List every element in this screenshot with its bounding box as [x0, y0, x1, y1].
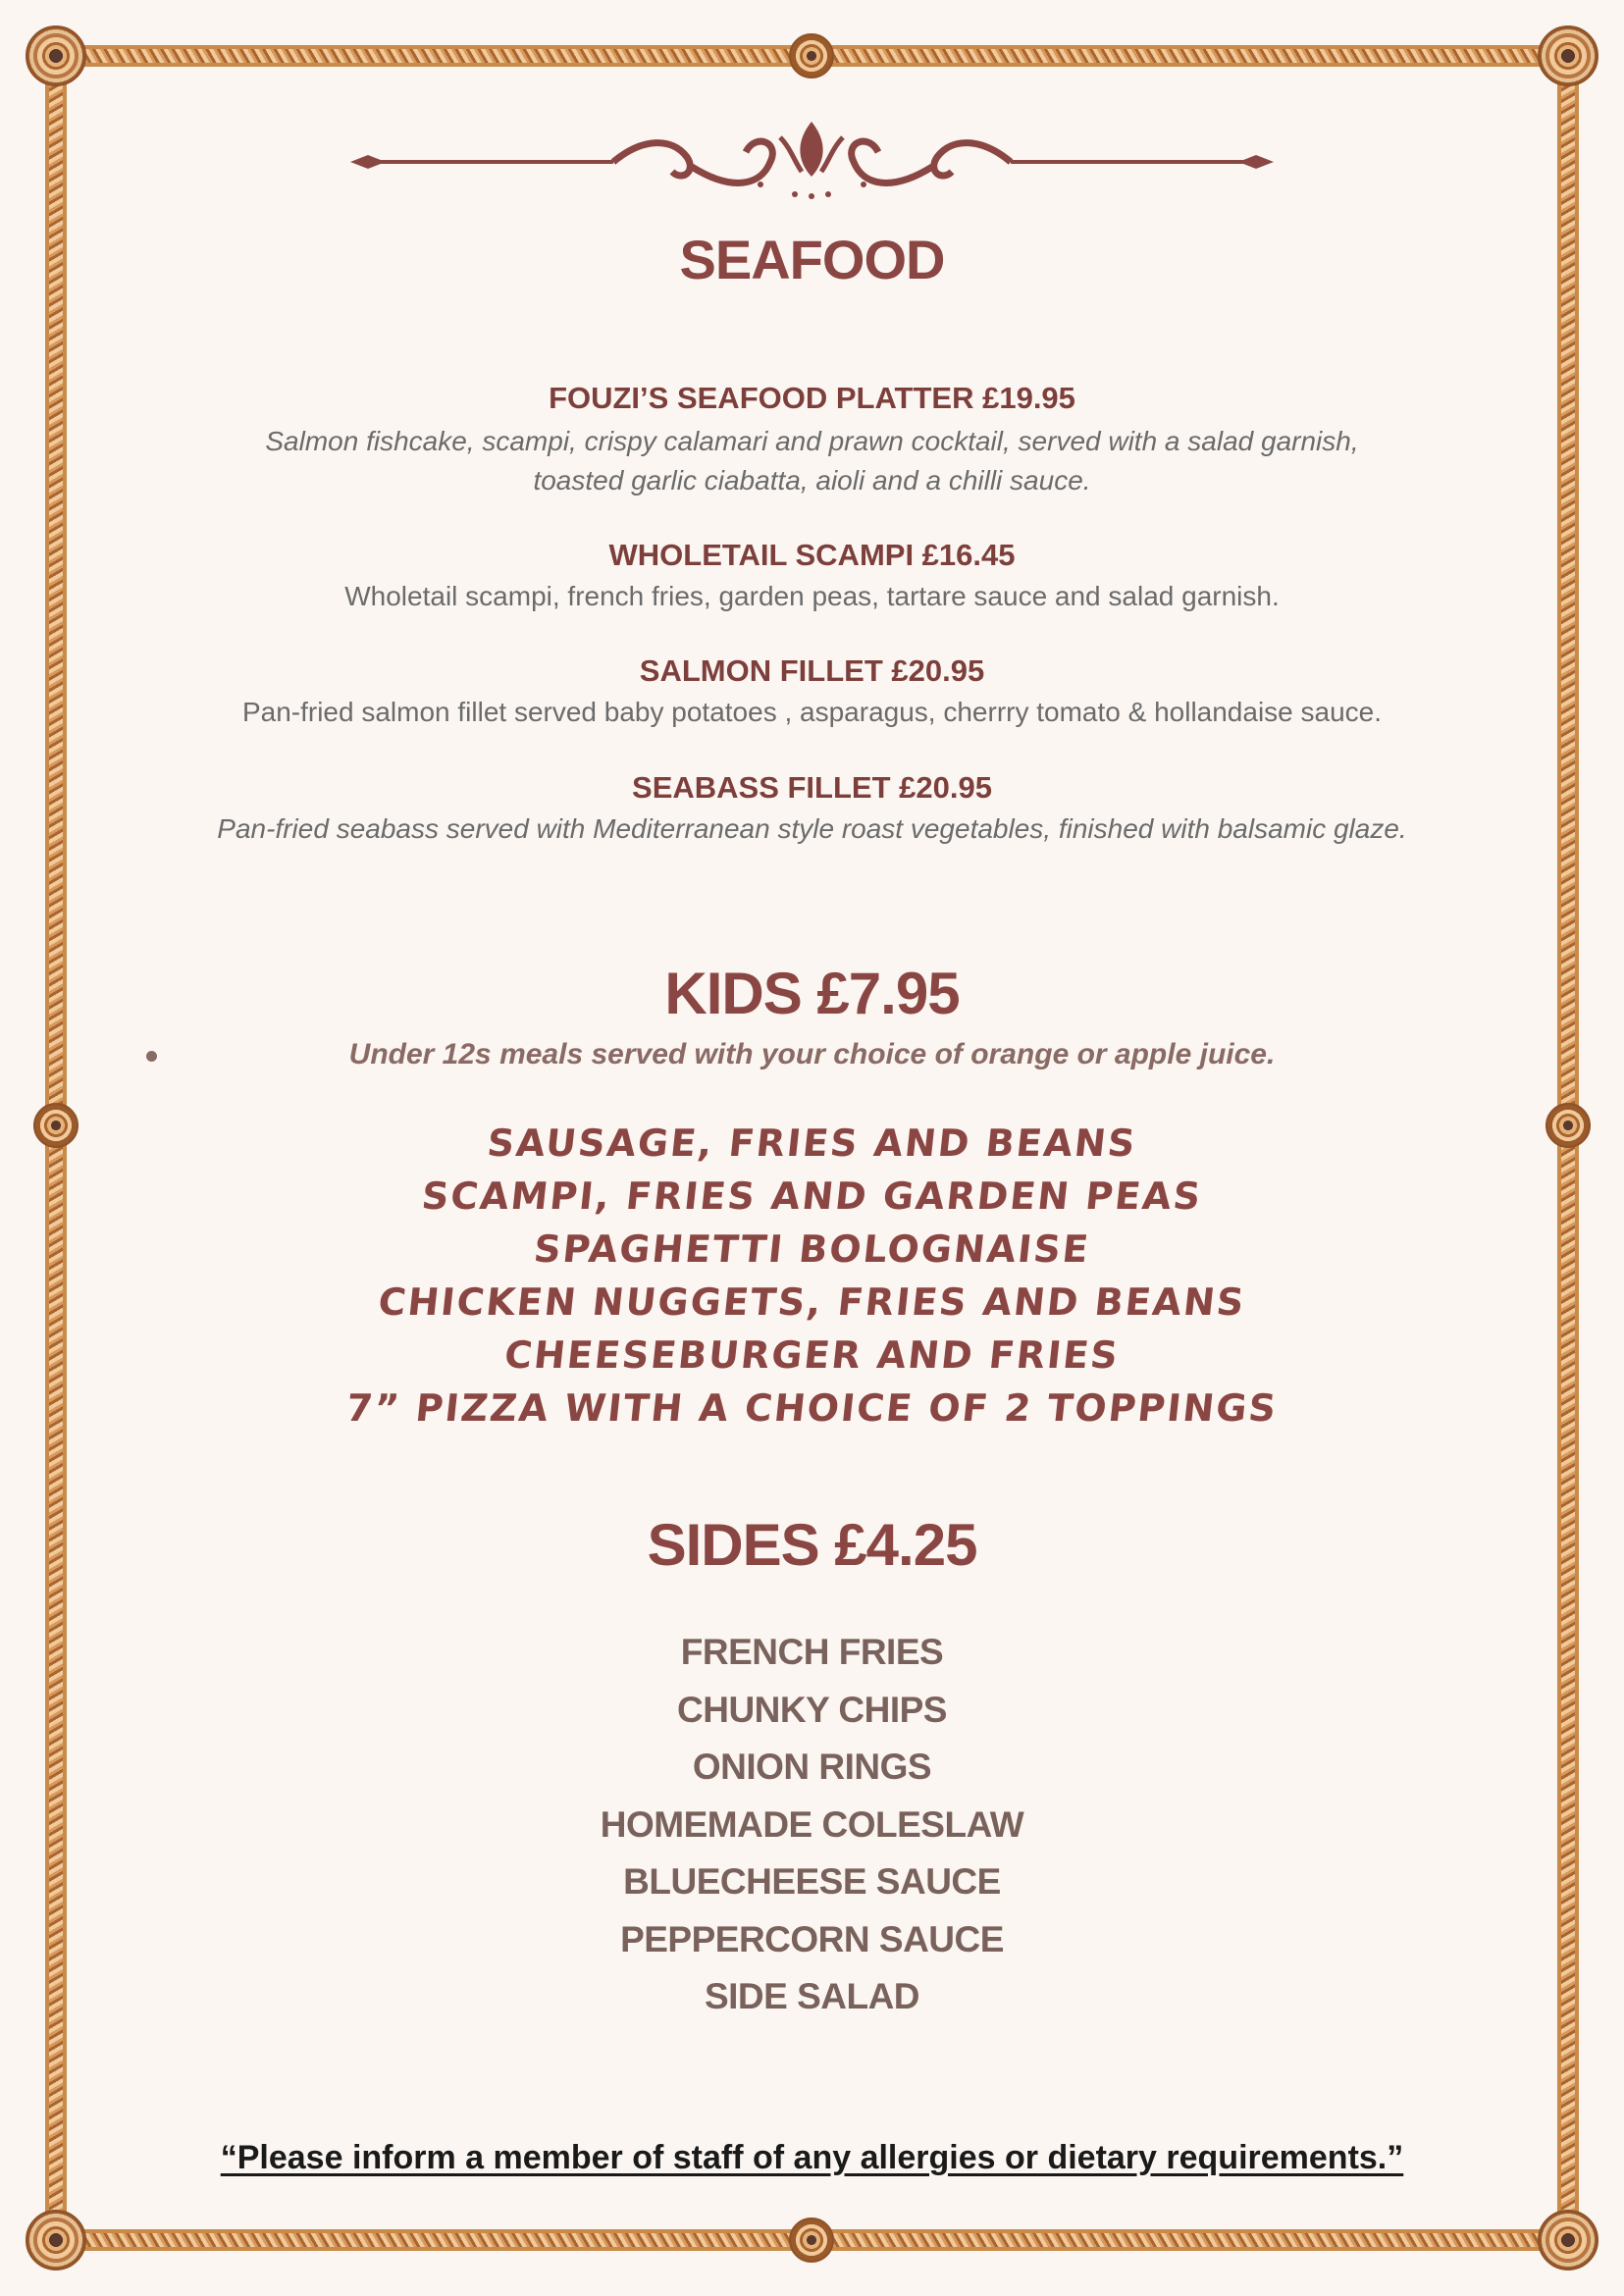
- edge-medallion-icon: [789, 2218, 834, 2263]
- edge-medallion-icon: [789, 33, 834, 78]
- list-item: PEPPERCORN SAUCE: [620, 1918, 1004, 1959]
- dish-name-seafood-platter: FOUZI’S SEAFOOD PLATTER £19.95: [549, 381, 1075, 415]
- list-item: ONION RINGS: [692, 1747, 932, 1787]
- list-item: SCAMPI, FRIES AND GARDEN PEAS: [419, 1174, 1205, 1218]
- corner-medallion-icon: [1538, 26, 1598, 86]
- corner-medallion-icon: [26, 2210, 86, 2270]
- sides-menu-list: [0, 1624, 1624, 2026]
- kids-heading: KIDS £7.95: [664, 961, 960, 1026]
- dish-description: Salmon fishcake, scampi, crispy calamari and prawn cocktail, served with a salad garnish,: [265, 426, 1359, 456]
- seafood-heading: SEAFOOD: [679, 229, 945, 290]
- dish-description: Pan-fried seabass served with Mediterranean style roast vegetables, finished with balsamic glaze.: [217, 813, 1407, 844]
- list-item: SPAGHETTI BOLOGNAISE: [531, 1227, 1093, 1271]
- dish-name-wholetail-scampi: WHOLETAIL SCAMPI £16.45: [608, 538, 1016, 572]
- list-item: CHICKEN NUGGETS, FRIES AND BEANS: [376, 1280, 1248, 1324]
- list-item: BLUECHEESE SAUCE: [623, 1861, 1001, 1902]
- list-item: 7” PIZZA WITH A CHOICE OF 2 TOPPINGS: [343, 1386, 1281, 1430]
- dish-name-seabass-fillet: SEABASS FILLET £20.95: [632, 770, 992, 805]
- sides-heading: SIDES £4.25: [647, 1512, 977, 1578]
- list-item: CHEESEBURGER AND FRIES: [502, 1333, 1122, 1377]
- dish-description: Wholetail scampi, french fries, garden peas, tartare sauce and salad garnish.: [344, 581, 1280, 611]
- list-item: FRENCH FRIES: [680, 1632, 944, 1672]
- kids-note: Under 12s meals served with your choice of orange or apple juice.: [348, 1038, 1276, 1070]
- corner-medallion-icon: [1538, 2210, 1598, 2270]
- allergy-notice: “Please inform a member of staff of any allergies or dietary requirements.”: [220, 2139, 1404, 2176]
- list-item: SAUSAGE, FRIES AND BEANS: [485, 1122, 1139, 1165]
- flourish-divider-icon: [348, 118, 1276, 206]
- corner-medallion-icon: [26, 26, 86, 86]
- kids-menu-list: [0, 1117, 1624, 1435]
- list-item: SIDE SALAD: [704, 1976, 920, 2016]
- dish-description: Pan-fried salmon fillet served baby potatoes , asparagus, cherrry tomato & hollandaise sauce.: [241, 697, 1383, 727]
- dish-name-salmon-fillet: SALMON FILLET £20.95: [639, 653, 985, 688]
- list-item: CHUNKY CHIPS: [677, 1689, 947, 1730]
- list-item: HOMEMADE COLESLAW: [600, 1803, 1024, 1845]
- dish-description: toasted garlic ciabatta, aioli and a chilli sauce.: [533, 465, 1091, 496]
